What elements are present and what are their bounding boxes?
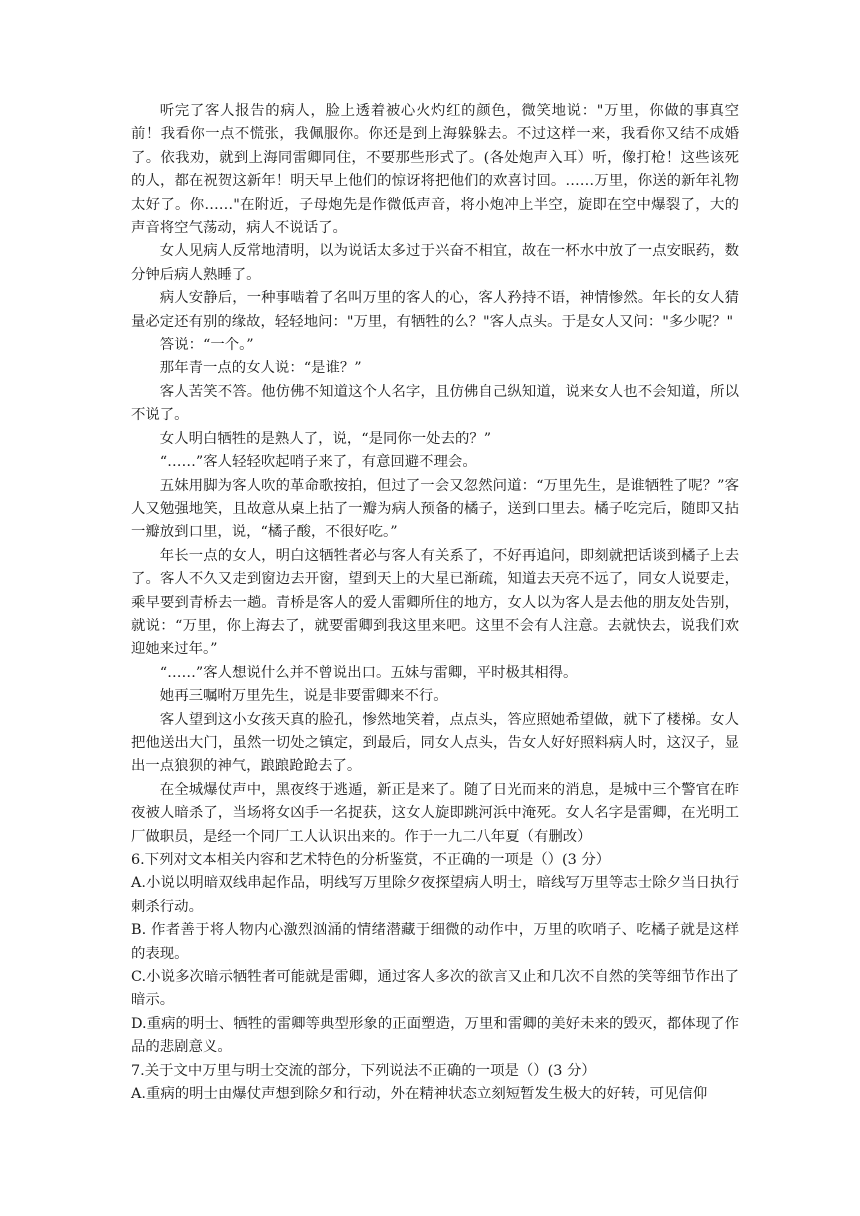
paragraph: 客人望到这小女孩天真的脸孔，惨然地笑着，点点头，答应照她希望做，就下了楼梯。女人把他送出大门，虽然一切处之镇定，到最后，同女人点头，告女人好好照料病人时，这汉子，显出一点狼狈的神气，踉踉跄跄去了。 [131,711,739,775]
paragraph: 病人安静后，一种事啮着了名叫万里的客人的心，客人矜持不语，神情惨然。年长的女人猜量必定还有别的缘故，轻轻地问："万里，有牺牲的么？"客人点头。于是女人又问："多少呢？" [131,290,739,330]
paragraph: 五妹用脚为客人吹的革命歌按拍，但过了一会又忽然问道：“万里先生，是谁牺牲了呢？”客人又勉强地笑，且故意从桌上拈了一瓣为病人预备的橘子，送到口里去。橘子吃完后，随即又拈一瓣放到口里，说，“橘子酸，不很好吃。” [131,477,739,541]
paragraph: 在全城爆仗声中，黑夜终于逃遁，新正是来了。随了日光而来的消息，是城中三个警官在昨夜被人暗杀了，当场将女凶手一名捉获，这女人旋即跳河浜中淹死。女人名字是雷卿，在光明工厂做职员，是经一个同厂工人认识出来的。作于一九二八年夏（有删改） [131,781,739,845]
paragraph: 她再三嘱咐万里先生，说是非要雷卿来不行。 [159,688,448,705]
paragraph: 答说：“一个。” [159,337,254,354]
paragraph: 女人见病人反常地清明，以为说话太多过于兴奋不相宜，故在一杯水中放了一点安眠药，数分钟后病人熟睡了。 [131,243,739,283]
paragraph: “……”客人轻轻吹起哨子来了，有意回避不理会。 [159,454,477,471]
question-6-option-c: C.小说多次暗示牺牲者可能就是雷卿，通过客人多次的欲言又止和几次不自然的笑等细节作出了暗示。 [131,969,739,1009]
question-7-stem: 7.关于文中万里与明士交流的部分，下列说法不正确的一项是（）(3 分） [131,1062,596,1079]
question-6-option-b: B. 作者善于将人物内心激烈汹涌的情绪潜藏于细微的动作中，万里的吹哨子、吃橘子就是这样的表现。 [131,922,739,962]
paragraph: 女人明白牺牲的是熟人了，说，“是同你一处去的？” [159,430,492,447]
paragraph: 年长一点的女人，明白这牺牲者必与客人有关系了，不好再追问，即刻就把话谈到橘子上去了。客人不久又走到窗边去开窗，望到天上的大星已渐疏，知道去天亮不远了，同女人说要走，乘早要到青桥去一趟。青桥是客人的爱人雷卿所住的地方，女人以为客人是去他的朋友处告别，就说：“万里，你上海去了，就要雷卿到我这里来吧。这里不会有人注意。去就快去，说我们欢迎她来过年。” [131,547,739,658]
paragraph: 听完了客人报告的病人，脸上透着被心火灼红的颜色，微笑地说："万里，你做的事真空前！我看你一点不慌张，我佩服你。你还是到上海躲躲去。不过这样一来，我看你又结不成婚了。依我劝，就到上海同雷卿同住，不要那些形式了。(各处炮声入耳）听，像打枪！这些该死的人，都在祝贺这新年！明天早上他们的惊讶将把他们的欢喜讨回。……万里，你送的新年礼物太好了。你……"在附近，子母炮先是作微低声音，将小炮冲上半空，旋即在空中爆裂了，大的声音将空气荡动，病人不说话了。 [131,103,739,237]
document-body [131,100,739,1106]
paragraph: 客人苦笑不答。他仿佛不知道这个人名字，且仿佛自己纵知道，说来女人也不会知道，所以不说了。 [131,383,739,424]
question-6-stem: 6.下列对文本相关内容和艺术特色的分析鉴赏，不正确的一项是（）(3 分） [131,852,611,868]
question-7-option-a: A.重病的明士由爆仗声想到除夕和行动，外在精神状态立刻短暂发生极大的好转，可见信仰 [131,1086,708,1103]
paragraph: 那年青一点的女人说：“是谁？” [159,360,362,377]
question-6-option-a: A.小说以明暗双线串起作品，明线写万里除夕夜探望病人明士，暗线写万里等志士除夕当日执行刺杀行动。 [131,875,739,915]
paragraph: “……”客人想说什么并不曾说出口。五妹与雷卿，平时极其相得。 [159,664,578,681]
question-6-option-d: D.重病的明士、牺牲的雷卿等典型形象的正面塑造，万里和雷卿的美好未来的毁灭，都体现了作品的悲剧意义。 [131,1015,739,1056]
